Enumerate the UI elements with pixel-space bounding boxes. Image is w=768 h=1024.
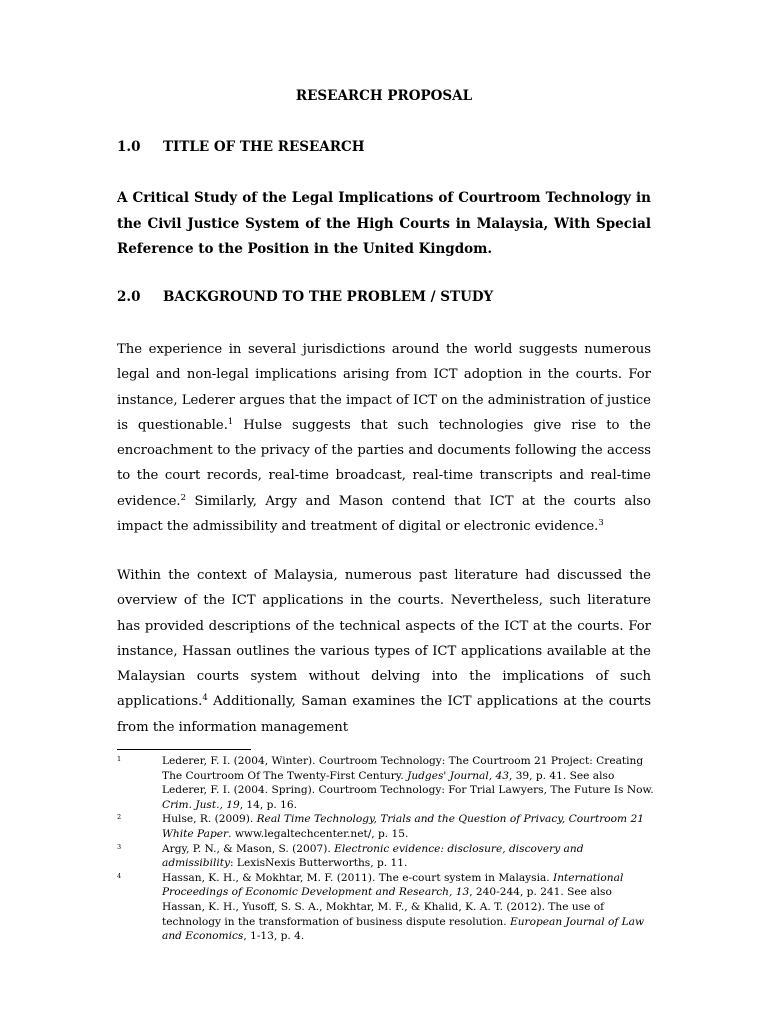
paragraph-text: Additionally, Saman examines the ICT applications at the courts from the information management bbox=[117, 694, 651, 735]
section-heading-text: TITLE OF THE RESEARCH bbox=[163, 139, 365, 155]
document-title: RESEARCH PROPOSAL bbox=[295, 88, 473, 104]
footnote-text: , 39, p. 41. See also Lederer, F. I. (2004. Spring). Courtroom Technology: For Trial Lawyers, The Future Is Now. bbox=[162, 769, 654, 797]
section-heading-title bbox=[117, 139, 364, 155]
footnote-italic: International Proceedings of Economic Development and Research, 13 bbox=[162, 871, 624, 899]
body-paragraph bbox=[117, 337, 651, 539]
paragraph-text: Within the context of Malaysia, numerous past literature had discussed the overview of the ICT applications in the courts. Nevertheless, such literature has provided descriptions of the technical aspects of the ICT at the courts. For instance, Hassan outlines the various types of ICT applications available at the Malaysian courts system without delving into the implications of such applications. bbox=[117, 568, 651, 710]
footnote-reference[interactable]: 2 bbox=[180, 492, 187, 503]
footnote-reference[interactable]: 4 bbox=[202, 693, 208, 704]
footnote-item bbox=[117, 842, 655, 871]
footnote-italic: Crim. Just., 19 bbox=[162, 798, 240, 811]
footnote-italic: Judges' Journal, 43 bbox=[407, 769, 509, 782]
footnote-text: , 240-244, p. 241. See also Hassan, K. H., Yusoff, S. S. A., Mokhtar, M. F., & Khalid, K. A. T. (2012). The use of technology in the transformation of business dispute resolution. bbox=[162, 886, 612, 928]
footnote-text: Hassan, K. H., & Mokhtar, M. F. (2011). The e-court system in Malaysia. bbox=[162, 871, 554, 884]
section-heading-background bbox=[117, 289, 493, 305]
research-title: A Critical Study of the Legal Implications of Courtroom Technology in the Civil Justice System of the High Courts in Malaysia, With Special Reference to the Position in the United Kingdom. bbox=[117, 190, 651, 257]
footnote-reference[interactable]: 1 bbox=[227, 416, 234, 427]
footnote-item bbox=[117, 812, 655, 841]
footnote-italic: Real Time Technology, Trials and the Question of Privacy, Courtroom 21 White Paper bbox=[162, 813, 644, 840]
footnote-text: Argy, P. N., & Mason, S. (2007). bbox=[162, 842, 335, 855]
footnote-number: 4 bbox=[117, 871, 122, 880]
section-heading-text: BACKGROUND TO THE PROBLEM / STUDY bbox=[163, 289, 494, 305]
footnote-text: , 1-13, p. 4. bbox=[243, 930, 305, 943]
section-number: 1.0 bbox=[117, 139, 141, 155]
footnote-text: , 14, p. 16. bbox=[239, 798, 298, 811]
footnote-reference[interactable]: 3 bbox=[598, 518, 604, 529]
footnote-item bbox=[117, 754, 655, 812]
paragraph-text: Similarly, Argy and Mason contend that ICT at the courts also impact the admissibility and treatment of digital or electronic evidence. bbox=[117, 493, 651, 535]
footnote-text: Lederer, F. I. (2004, Winter). Courtroom Technology: The Courtroom 21 Project: Creating The Courtroom Of The Twenty-First Century. bbox=[162, 755, 644, 782]
footnote-separator bbox=[117, 749, 251, 750]
footnote-number: 3 bbox=[117, 842, 122, 851]
footnote-item bbox=[117, 871, 655, 944]
footnote-italic: European Journal of Law and Economics bbox=[162, 915, 645, 943]
section-number: 2.0 bbox=[117, 289, 141, 305]
footnote-text: Hulse, R. (2009). bbox=[162, 813, 257, 826]
footnote-italic: Electronic evidence: disclosure, discovery and admissibility bbox=[162, 842, 584, 870]
body-paragraph bbox=[117, 563, 651, 740]
footnote-text: . www.legaltechcenter.net/, p. 15. bbox=[228, 827, 409, 840]
footnote-text: : LexisNexis Butterworths, p. 11. bbox=[229, 857, 408, 870]
paragraph-text: Hulse suggests that such technologies give rise to the encroachment to the privacy of the parties and documents following the access to the court records, real-time broadcast, real-time transcripts and real-time evidence. bbox=[117, 417, 651, 509]
footnote-number: 2 bbox=[117, 813, 122, 822]
footnotes bbox=[117, 754, 655, 944]
paragraph-text: The experience in several jurisdictions around the world suggests numerous legal and non-legal implications arising from ICT adoption in the courts. For instance, Lederer argues that the impact of ICT on the administration of justice is questionable. bbox=[117, 342, 651, 433]
footnote-number: 1 bbox=[117, 755, 122, 763]
